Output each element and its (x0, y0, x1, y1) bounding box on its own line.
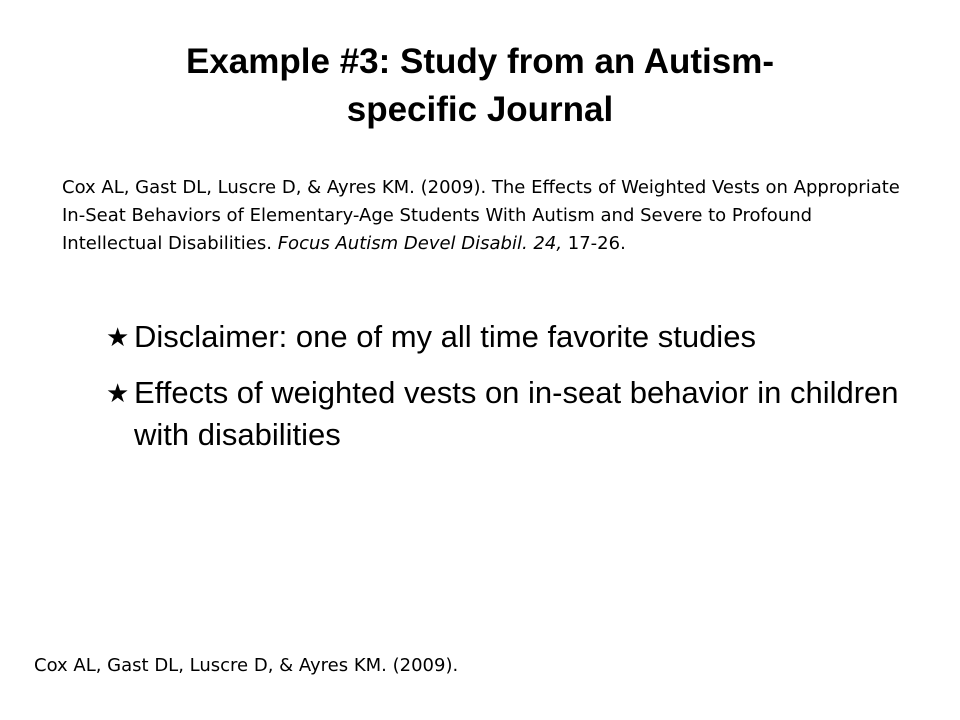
slide-title (60, 38, 900, 134)
reference-citation (62, 174, 902, 258)
bullet-text: Disclaimer: one of my all time favorite studies (134, 319, 756, 354)
bullet-list (106, 316, 906, 470)
citation-pages: 17-26. (562, 233, 626, 254)
bullet-item (106, 372, 906, 456)
citation-journal: Focus Autism Devel Disabil. 24, (277, 233, 563, 254)
star-icon: ★ (106, 322, 130, 352)
citation-text: Cox AL, Gast DL, Luscre D, & Ayres KM. (2009). The Effects of Weighted Vests on Appropriate In-Seat Behaviors of Elementary-Age Students With Autism and Severe to Profound Intellectual Disabilities. (62, 177, 900, 254)
footer-citation: Cox AL, Gast DL, Luscre D, & Ayres KM. (2009). (34, 655, 459, 676)
slide-title-line-2: specific Journal (346, 90, 614, 129)
bullet-text: Effects of weighted vests on in-seat behavior in children with disabilities (134, 375, 899, 452)
bullet-item (106, 316, 906, 358)
slide-title-line-1: Example #3: Study from an Autism- (186, 42, 774, 81)
star-icon: ★ (106, 378, 130, 408)
